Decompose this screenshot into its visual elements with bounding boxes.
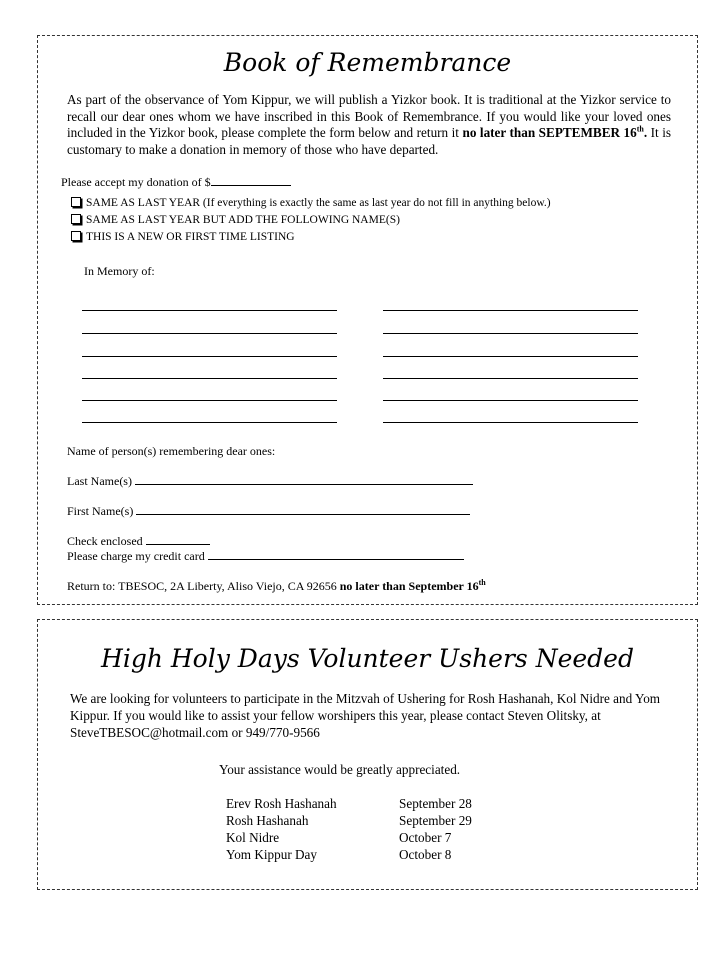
schedule-date: September 28 [399,796,472,811]
credit-row [67,549,464,564]
option-label: SAME AS LAST YEAR BUT ADD THE FOLLOWING NAME(S) [86,214,400,226]
remembrance-intro [67,92,671,158]
memory-name-line[interactable] [82,310,337,311]
return-deadline-sup: th [478,578,486,587]
check-row [67,534,210,549]
last-name-field[interactable] [135,474,473,485]
schedule-event: Erev Rosh Hashanah [226,796,337,811]
schedule-date: October 7 [399,830,452,845]
intro-deadline-period: . [643,125,648,140]
checkbox-icon[interactable] [71,197,81,207]
first-name-label: First Name(s) [67,504,134,518]
intro-deadline-sup: th [636,124,644,134]
schedule-date: October 8 [399,847,452,862]
first-name-field[interactable] [136,504,470,515]
check-label: Check enclosed [67,534,143,548]
memory-name-line[interactable] [383,422,638,423]
memory-name-line[interactable] [383,310,638,311]
memory-name-line[interactable] [82,333,337,334]
memory-name-line[interactable] [82,422,337,423]
schedule-events [226,795,337,863]
in-memory-label: In Memory of: [84,264,155,278]
donation-amount-field[interactable] [211,175,291,186]
memory-name-line[interactable] [82,356,337,357]
memory-name-line[interactable] [383,400,638,401]
last-name-label: Last Name(s) [67,474,132,488]
option-same-as-last-year[interactable] [71,197,551,209]
checkbox-icon[interactable] [71,214,81,224]
schedule-event: Rosh Hashanah [226,813,309,828]
donation-label: Please accept my donation of $ [61,175,211,189]
option-label: THIS IS A NEW OR FIRST TIME LISTING [86,231,295,243]
schedule-event: Kol Nidre [226,830,280,845]
return-label: Return to: TBESOC, 2A Liberty, Aliso Viejo, CA 92656 [67,579,340,593]
credit-card-field[interactable] [208,549,464,560]
ushers-title: High Holy Days Volunteer Ushers Needed [101,644,634,673]
option-label: SAME AS LAST YEAR (If everything is exactly the same as last year do not fill in anything below.) [86,197,551,209]
check-amount-field[interactable] [146,534,210,545]
appreciation-text: Your assistance would be greatly appreciated. [219,762,461,777]
memory-name-line[interactable] [82,400,337,401]
ushers-body: We are looking for volunteers to participate in the Mitzvah of Ushering for Rosh Hashanah, Kol Nidre and Yom Kippur. If you would like to assist your fellow worshipers this year, please contact Steven Olitsky, at SteveTBESOC@hotmail.com or 949/770-9566 [70,691,661,740]
credit-label: Please charge my credit card [67,549,205,563]
donation-row [61,175,291,190]
intro-end: It is customary to make a donation in memory of those who have departed. [67,125,671,157]
memory-name-line[interactable] [82,378,337,379]
intro-deadline: no later than SEPTEMBER 16 [462,125,637,140]
return-deadline: no later than September 16 [339,579,479,593]
first-name-row [67,504,470,519]
checkbox-icon[interactable] [71,231,81,241]
memory-name-line[interactable] [383,333,638,334]
intro-text: As part of the observance of Yom Kippur, we will publish a Yizkor book. It is traditional at the Yizkor service to recall our dear ones whom we have inscribed in this Book of Remembrance. If you would like your loved ones included in the Yizkor book, please complete the form below and return it [67,92,671,140]
option-new-listing[interactable] [71,231,295,243]
remembrance-title: Book of Remembrance [223,48,512,77]
schedule-dates [399,795,472,863]
remembrance-form-box [37,35,698,605]
ushers-box [37,619,698,890]
last-name-row [67,474,473,489]
memory-name-line[interactable] [383,356,638,357]
schedule-event: Yom Kippur Day [226,847,317,862]
memory-name-line[interactable] [383,378,638,379]
option-same-add-names[interactable] [71,214,400,226]
remembering-label: Name of person(s) remembering dear ones: [67,444,276,458]
schedule-date: September 29 [399,813,472,828]
return-address [67,579,486,594]
